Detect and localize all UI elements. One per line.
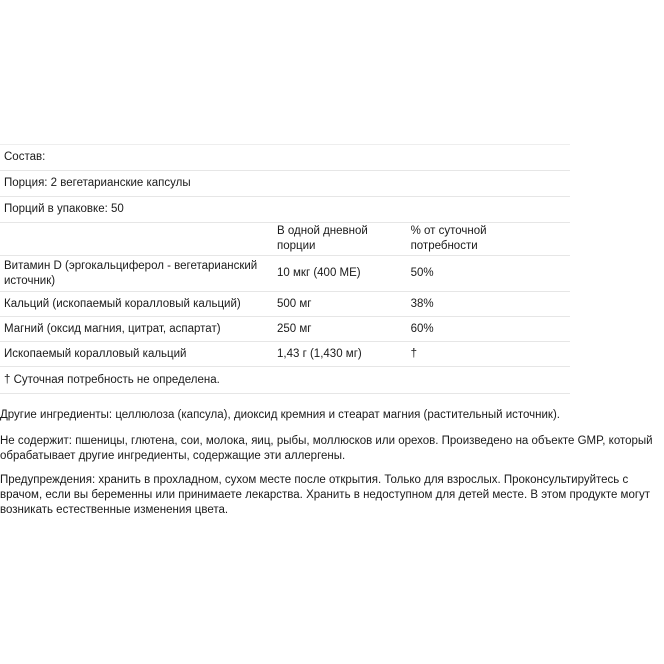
header-daily-value: % от суточной потребности xyxy=(407,223,570,256)
nutrient-name: Магний (оксид магния, цитрат, аспартат) xyxy=(0,317,273,342)
table-row xyxy=(0,342,570,367)
warnings-text: Предупреждения: хранить в прохладном, сухом месте после открытия. Только для взрослых. Проконсультируйтесь с врачом, если вы беременны или принимаете лекарства. Хранить в недоступном для детей месте. В этом продукте могут возникать естественные изменения цвета. xyxy=(0,474,651,516)
nutrient-amount: 500 мг xyxy=(273,292,407,317)
servings-per-container-row xyxy=(0,197,570,223)
header-amount: В одной дневной порции xyxy=(273,223,407,256)
supplement-facts-table xyxy=(0,144,570,394)
nutrient-name: Кальций (ископаемый коралловый кальций) xyxy=(0,292,273,317)
nutrient-name: Витамин D (эргокальциферол - вегетарианский источник) xyxy=(0,256,273,292)
table-row xyxy=(0,317,570,342)
composition-label: Состав: xyxy=(0,145,570,171)
footnote-row xyxy=(0,367,570,394)
header-empty-cell xyxy=(0,223,273,256)
nutrient-daily-value: 50% xyxy=(407,256,570,292)
nutrient-daily-value: † xyxy=(407,342,570,367)
nutrient-amount: 10 мкг (400 МЕ) xyxy=(273,256,407,292)
composition-row xyxy=(0,145,570,171)
nutrient-amount: 250 мг xyxy=(273,317,407,342)
serving-size-row xyxy=(0,171,570,197)
nutrient-daily-value: 60% xyxy=(407,317,570,342)
servings-per-container: Порций в упаковке: 50 xyxy=(0,197,570,223)
other-ingredients-text: Другие ингредиенты: целлюлоза (капсула), диоксид кремния и стеарат магния (растительный источник). xyxy=(0,409,560,421)
serving-size: Порция: 2 вегетарианские капсулы xyxy=(0,171,570,197)
table-header-row xyxy=(0,223,570,256)
nutrient-name: Ископаемый коралловый кальций xyxy=(0,342,273,367)
nutrient-daily-value: 38% xyxy=(407,292,570,317)
table-row xyxy=(0,292,570,317)
table-row xyxy=(0,256,570,292)
allergen-free-text: Не содержит: пшеницы, глютена, сои, молока, яиц, рыбы, моллюсков или орехов. Произведено на объекте GMP, который обрабатывает другие ингредиенты, содержащие эти аллергены. xyxy=(0,435,653,462)
nutrient-amount: 1,43 г (1,430 мг) xyxy=(273,342,407,367)
daily-value-footnote: † Суточная потребность не определена. xyxy=(0,367,570,394)
